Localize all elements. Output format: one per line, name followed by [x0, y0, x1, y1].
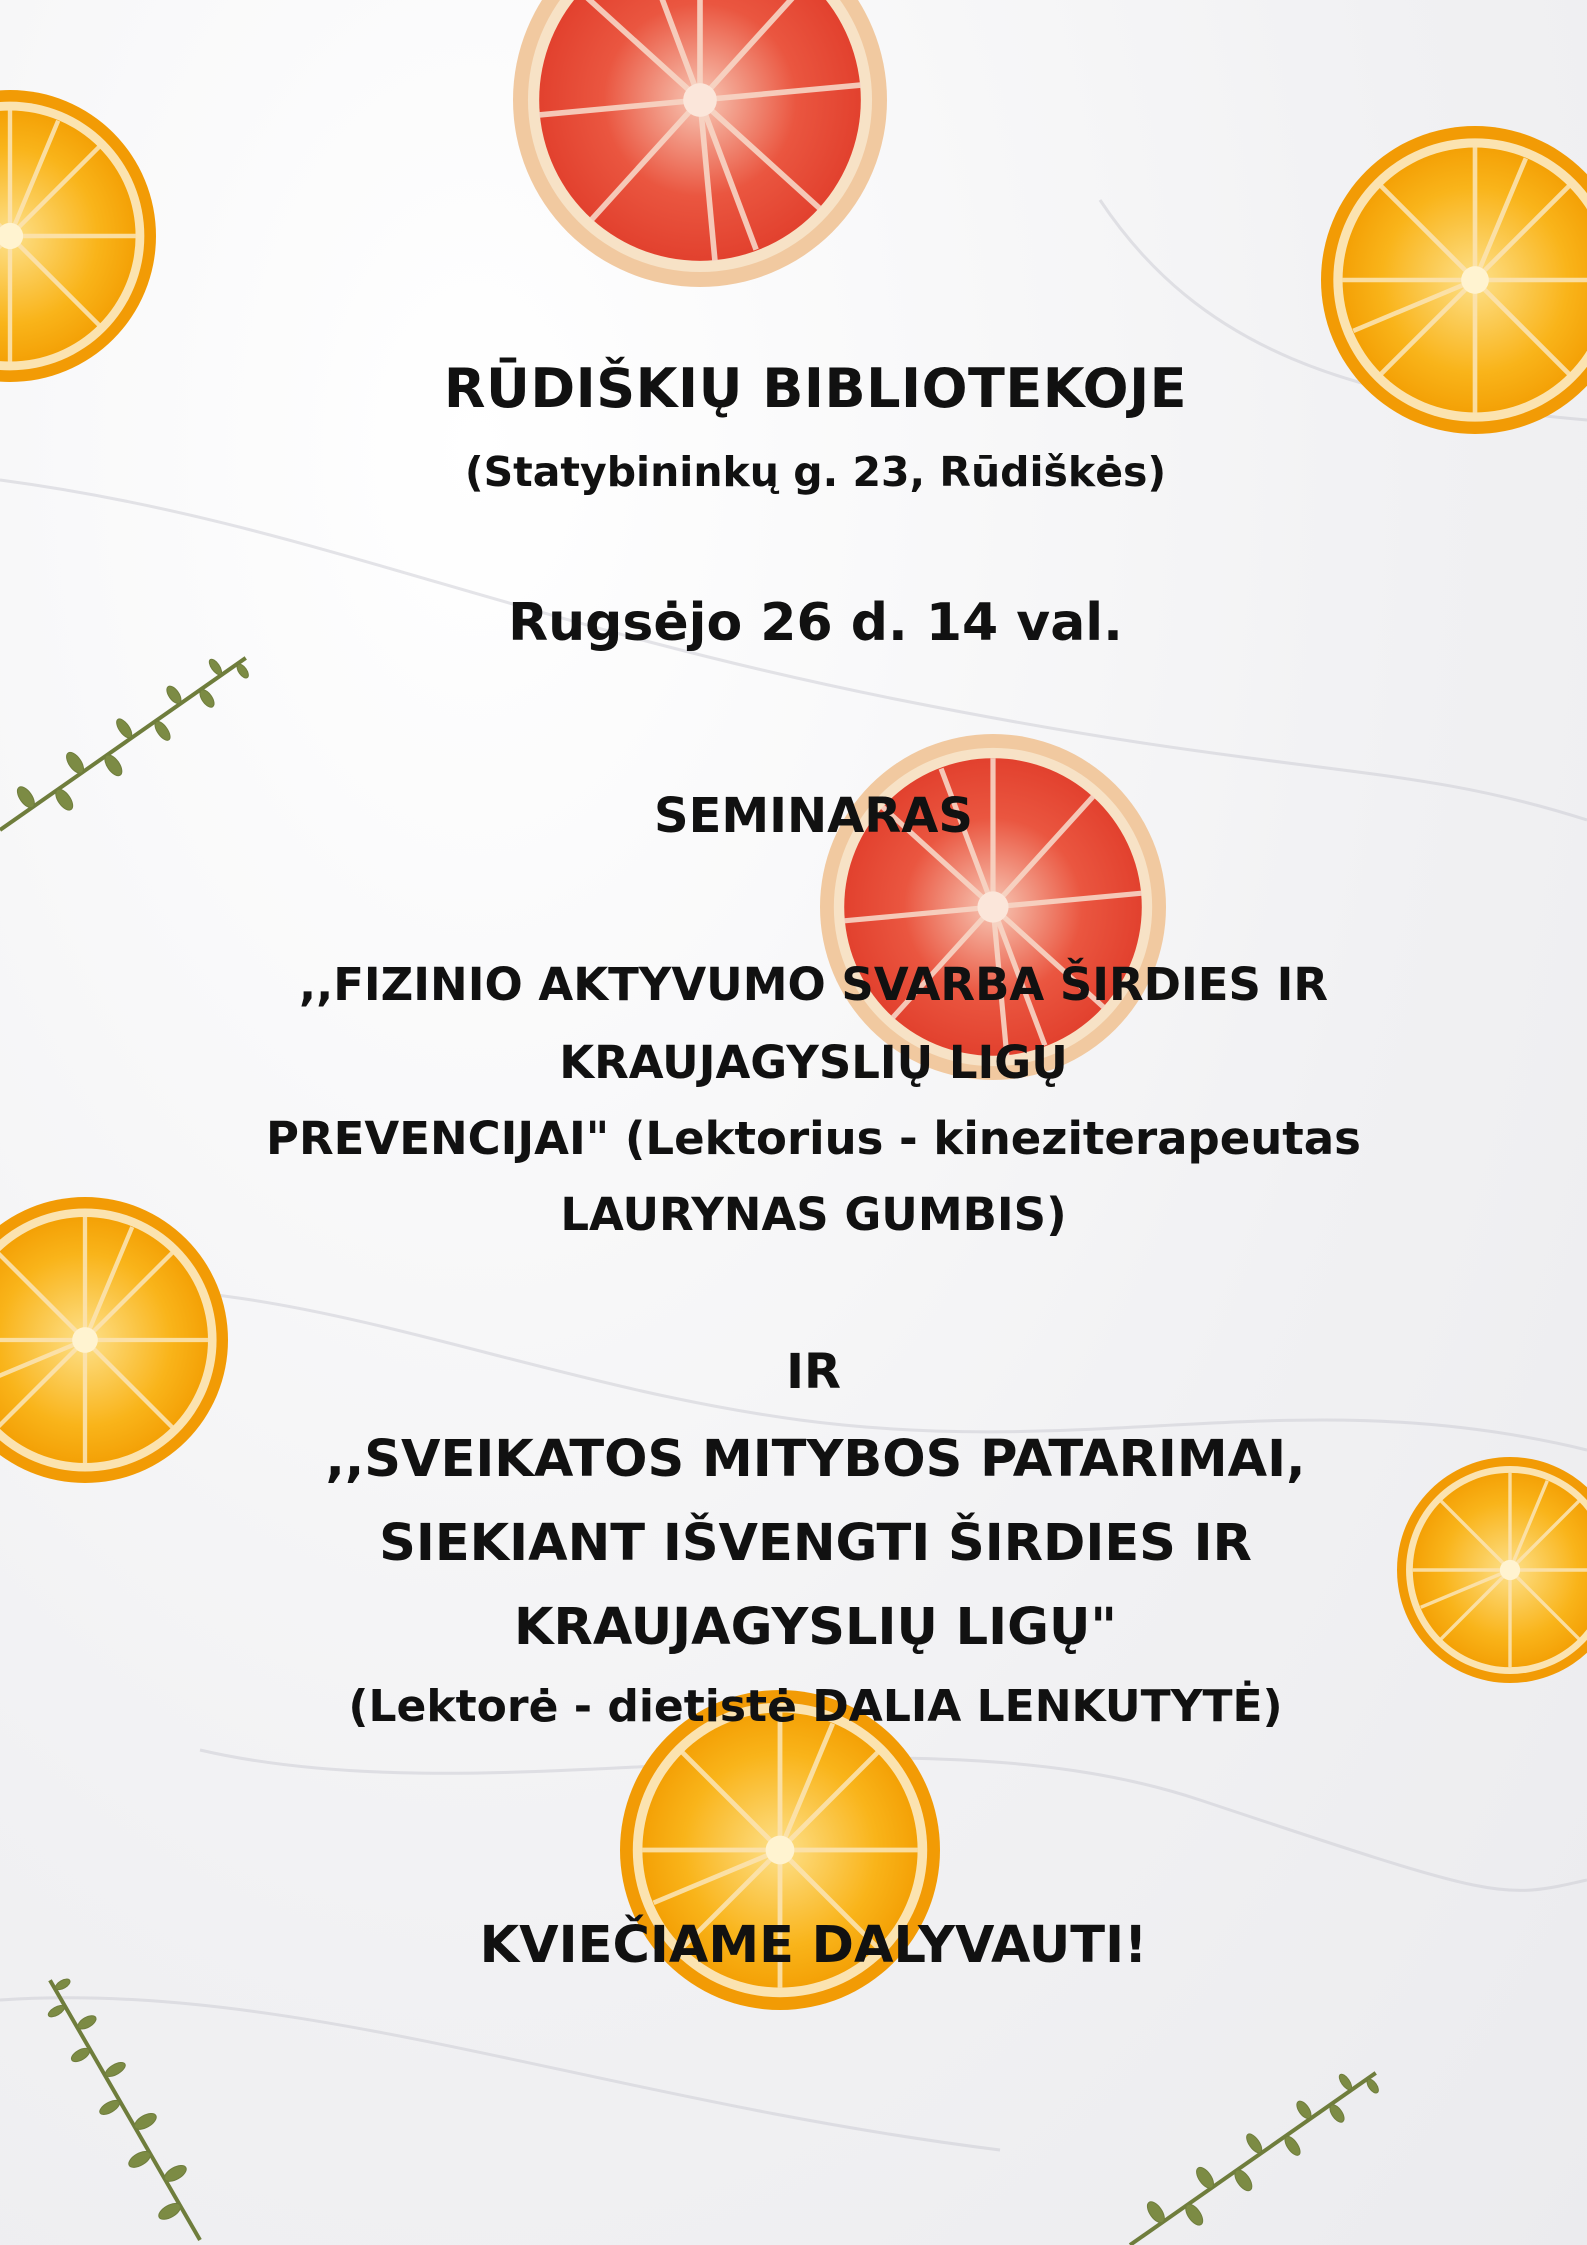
library-address: (Statybininkų g. 23, Rūdiškės) [464, 448, 1167, 496]
topic1-line: KRAUJAGYSLIŲ LIGŲ [559, 1036, 1068, 1089]
topic2-line: SIEKIANT IŠVENGTI ŠIRDIES IR [379, 1514, 1252, 1573]
topic1-line: LAURYNAS GUMBIS) [560, 1188, 1067, 1241]
conjunction: IR [786, 1344, 841, 1400]
topic1-line: PREVENCIJAI" (Lektorius - kineziterapeutas [266, 1112, 1361, 1165]
event-datetime: Rugsėjo 26 d. 14 val. [508, 593, 1123, 653]
topic2-line: ,,SVEIKATOS MITYBOS PATARIMAI, [325, 1430, 1306, 1489]
invitation: KVIEČIAME DALYVAUTI! [479, 1916, 1148, 1975]
library-name: RŪDIŠKIŲ BIBLIOTEKOJE [443, 357, 1188, 420]
topic1-line: ,,FIZINIO AKTYVUMO SVARBA ŠIRDIES IR [299, 958, 1328, 1011]
topic2-line: KRAUJAGYSLIŲ LIGŲ" [514, 1598, 1117, 1657]
seminar-label: SEMINARAS [654, 788, 973, 844]
topic2-line: (Lektorė - dietistė DALIA LENKUTYTĖ) [348, 1681, 1283, 1732]
